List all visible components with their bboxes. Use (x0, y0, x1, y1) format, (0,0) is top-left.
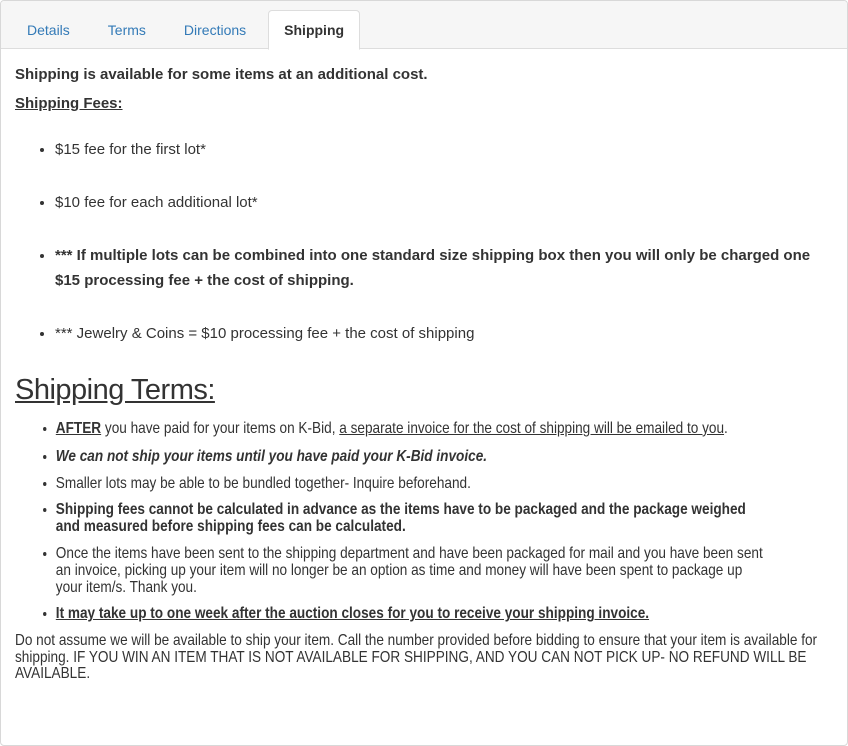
tab-details-link[interactable]: Details (27, 22, 70, 38)
fees-list-item: • *** Jewelry & Coins = $10 processing fee + the cost of shipping (55, 321, 833, 347)
tab-details[interactable] (11, 10, 86, 50)
tab-directions-link[interactable]: Directions (183, 22, 247, 38)
shipping-disclaimer-paragraph: Do not assume we will be available to ship your item. Call the number provided before bidding to ensure that your item is available for shipping. IF YOU WIN AN ITEM THAT IS NOT AVAILABLE FOR SHIPPING, AND YOU CAN NOT PICK UP- NO REFUND WILL BE AVAILABLE. (15, 631, 818, 683)
shipping-fees-heading-text: Shipping Fees: (15, 95, 123, 112)
terms-text-segment: Smaller lots may be able to be bundled together- Inquire beforehand. (55, 474, 471, 492)
shipping-terms-heading (15, 374, 833, 407)
shipping-fees-heading (15, 95, 833, 112)
terms-list-item (56, 419, 763, 439)
tab-terms-link[interactable]: Terms (107, 22, 146, 38)
terms-text-segment: It may take up to one week after the auction closes for you to receive your shipping invoice. (55, 605, 650, 623)
terms-text-segment: you have paid for your items on K-Bid, (101, 419, 340, 437)
shipping-tab-content (1, 49, 847, 683)
terms-text-segment: a separate invoice for the cost of shipping will be emailed to you (339, 419, 725, 437)
terms-text-segment: . (724, 419, 728, 437)
shipping-terms-heading-text: Shipping Terms: (15, 373, 215, 406)
terms-list-item (56, 475, 763, 492)
fees-list-item: • *** If multiple lots can be combined into one standard size shipping box then you will only be charged one $15 processing fee + the cost of shipping. (55, 243, 833, 295)
shipping-availability-heading: Shipping is available for some items at an additional cost. (15, 66, 428, 83)
terms-list-item (56, 545, 763, 597)
terms-text-segment: We can not ship your items until you have paid your K-Bid invoice. (55, 448, 488, 466)
shipping-terms-section (15, 419, 833, 683)
terms-text-segment: AFTER (55, 419, 102, 437)
fees-list-item: • $15 fee for the first lot* (55, 137, 833, 163)
fees-list-item: • $10 fee for each additional lot* (55, 190, 833, 216)
tab-bar (1, 1, 847, 49)
terms-text-segment: Shipping fees cannot be calculated in advance as the items have to be packaged and the package weighed and measured before shipping fees can be calculated. (55, 500, 746, 536)
terms-text-segment: Once the items have been sent to the shipping department and have been packaged for mail and you have been sent an invoice, picking up your item will no longer be an option as time and money will have been spent to package up your item/s. Thank you. (55, 544, 763, 597)
shipping-terms-list (15, 419, 763, 623)
shipping-fees-list (15, 137, 833, 347)
terms-list-item (56, 605, 763, 622)
tab-terms[interactable] (92, 10, 162, 50)
terms-list-item (56, 448, 763, 465)
terms-list-item (56, 501, 763, 536)
tab-directions[interactable] (168, 10, 262, 50)
tab-shipping-link[interactable]: Shipping (268, 10, 360, 50)
tab-shipping[interactable] (268, 10, 360, 48)
